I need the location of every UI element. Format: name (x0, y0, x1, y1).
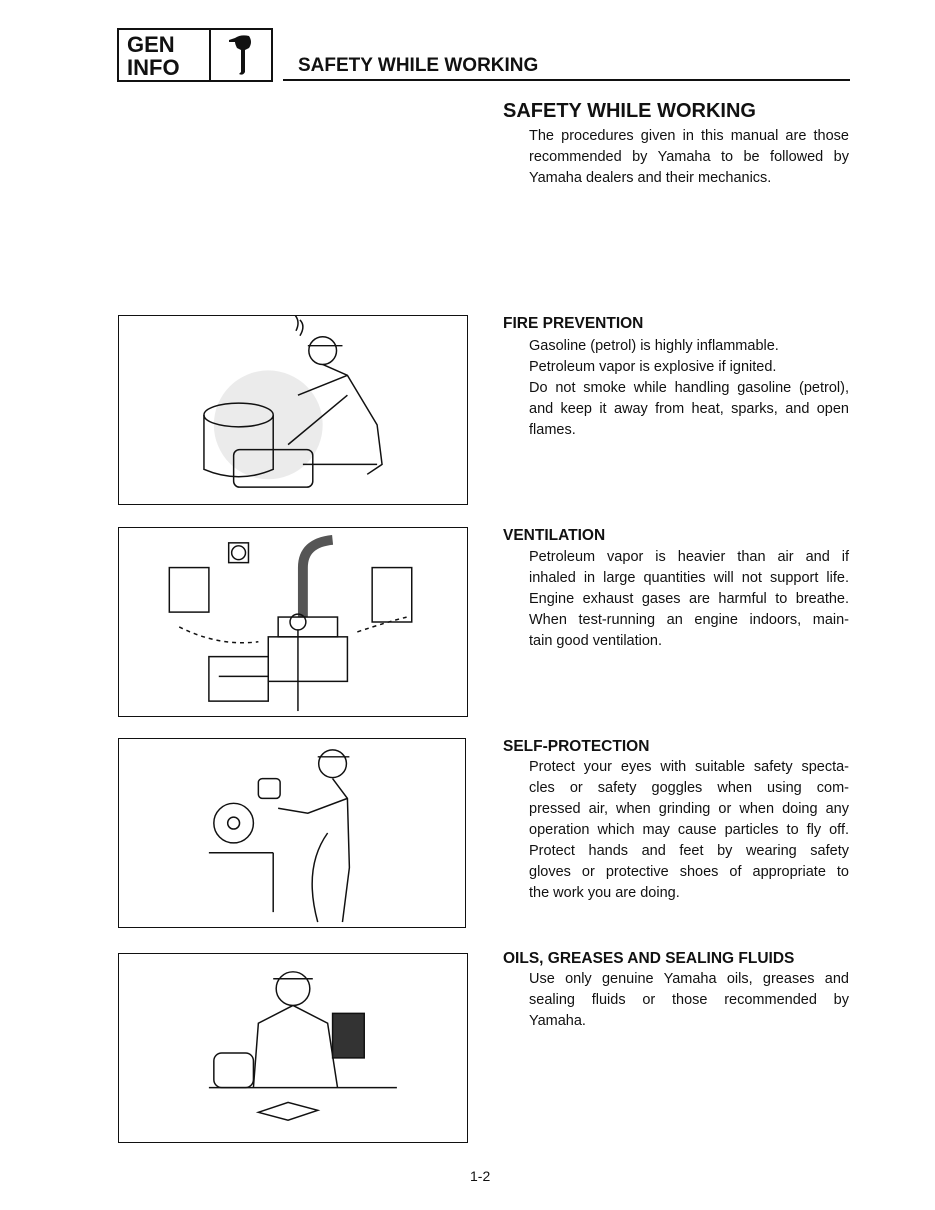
page-number: 1-2 (470, 1168, 491, 1184)
oils-greases-illustration (118, 953, 468, 1143)
section-heading: VENTILATION (503, 527, 606, 544)
text-line: When test-running an engine indoors, main- (529, 612, 849, 628)
intro-text (529, 126, 849, 189)
text-line: Do not smoke while handling gasoline (petrol), (529, 380, 849, 396)
fire-prevention-text (529, 336, 849, 441)
text-line: Protect hands and feet by wearing safety (529, 843, 849, 859)
badge-text (119, 30, 211, 80)
text-line: Yamaha. (529, 1013, 586, 1029)
text-line: flames. (529, 422, 576, 438)
text-line: Petroleum vapor is explosive if ignited. (529, 359, 777, 375)
text-line: The procedures given in this manual are those (529, 128, 849, 144)
text-line: Petroleum vapor is heavier than air and if (529, 549, 849, 565)
oils-greases-text (529, 969, 849, 1032)
badge-line-1: GEN (127, 32, 175, 57)
text-line: tain good ventilation. (529, 633, 663, 649)
section-heading: SELF-PROTECTION (503, 738, 650, 755)
header-rule (283, 79, 850, 81)
ventilation-illustration (118, 527, 468, 717)
text-line: gloves or protective shoes of appropriate to (529, 864, 849, 880)
text-line: Gasoline (petrol) is highly inflammable. (529, 338, 779, 354)
self-protection-illustration (118, 738, 466, 928)
text-line: cles or safety goggles when using com- (529, 780, 849, 796)
header-title: SAFETY WHILE WORKING (298, 55, 539, 76)
text-line: inhaled in large quantities will not support life. (529, 570, 849, 586)
section-heading: FIRE PREVENTION (503, 315, 644, 332)
text-line: Protect your eyes with suitable safety specta- (529, 759, 849, 775)
text-line: Use only genuine Yamaha oils, greases and (529, 971, 849, 987)
badge-line-2: INFO (127, 55, 180, 80)
text-line: Yamaha dealers and their mechanics. (529, 170, 772, 186)
text-line: recommended by Yamaha to be followed by (529, 149, 849, 165)
ventilation-text (529, 547, 849, 652)
section-badge (117, 28, 273, 82)
outboard-motor-icon (211, 30, 271, 80)
text-line: sealing fluids or those recommended by (529, 992, 849, 1008)
text-line: and keep it away from heat, sparks, and open (529, 401, 849, 417)
text-line: operation which may cause particles to fly off. (529, 822, 849, 838)
text-line: Engine exhaust gases are harmful to breathe. (529, 591, 849, 607)
text-line: the work you are doing. (529, 885, 680, 901)
self-protection-text (529, 757, 849, 904)
text-line: pressed air, when grinding or when doing any (529, 801, 849, 817)
page-title: SAFETY WHILE WORKING (503, 100, 756, 122)
section-heading: OILS, GREASES AND SEALING FLUIDS (503, 950, 795, 967)
fire-prevention-illustration (118, 315, 468, 505)
